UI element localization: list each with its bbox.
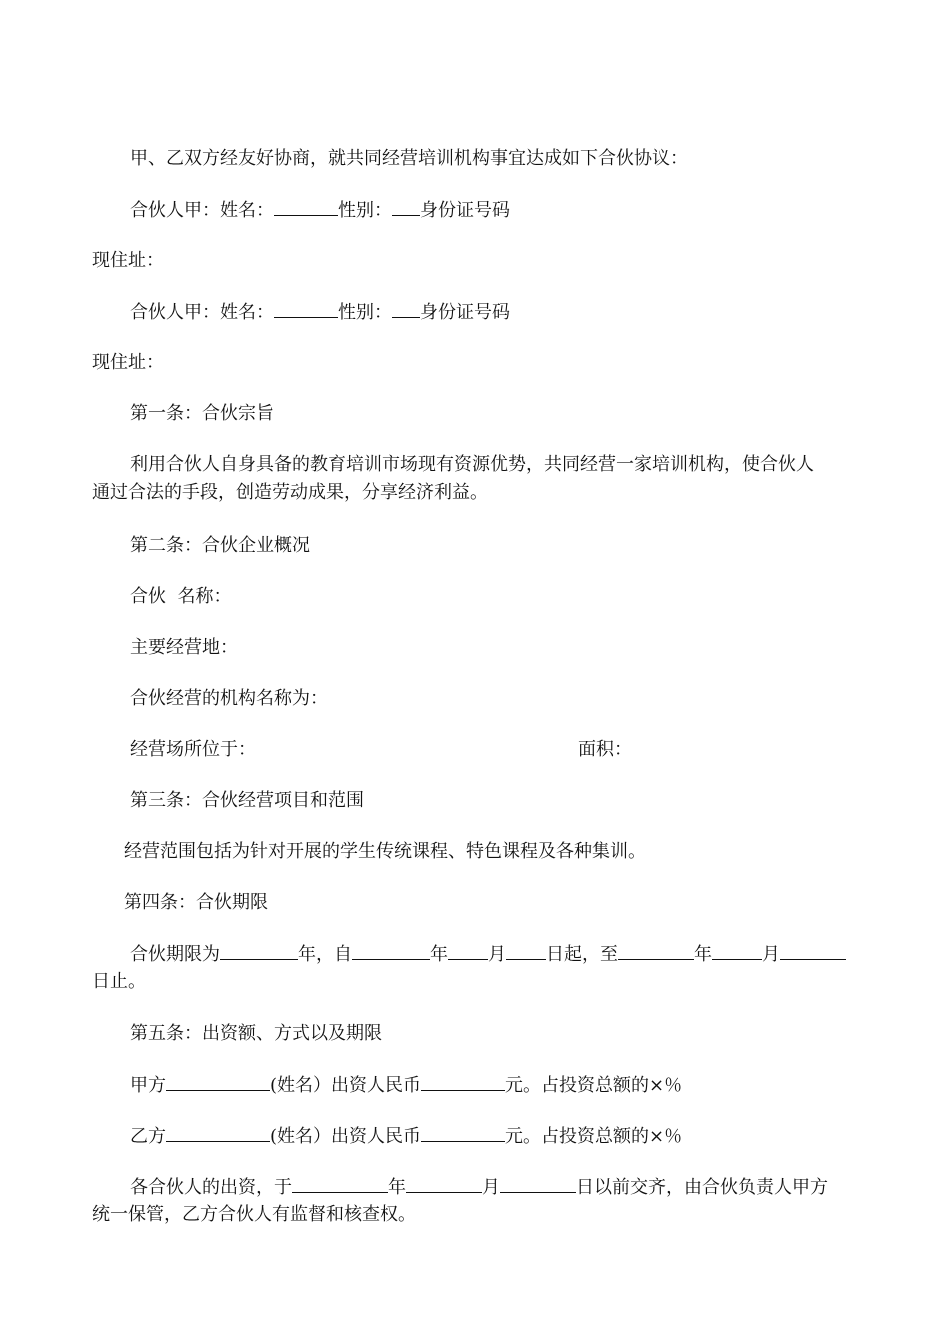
- party-b-ratio: 元。占投资总额的×％: [505, 1126, 683, 1147]
- term-years-blank: [220, 943, 298, 960]
- term-text-3: 年: [430, 944, 448, 965]
- deadline-year-blank: [292, 1176, 388, 1193]
- term-text-5: 日起，至: [546, 944, 618, 965]
- term-text-2: 年，自: [298, 944, 352, 965]
- party-a-name-blank: [166, 1074, 270, 1091]
- deadline-text-3: 月: [482, 1177, 500, 1198]
- end-day-blank: [780, 943, 846, 960]
- capital-deadline-line2: 统一保管，乙方合伙人有监督和核查权。: [92, 1204, 416, 1225]
- partner-b-line: [130, 301, 510, 324]
- party-a-amount-label: (姓名）出资人民币: [270, 1075, 422, 1096]
- article-3-body: 经营范围包括为针对开展的学生传统课程、特色课程及各种集训。: [124, 841, 646, 862]
- deadline-day-blank: [500, 1176, 576, 1193]
- partnership-name: 合伙 名称：: [130, 586, 232, 607]
- start-month-blank: [448, 943, 488, 960]
- partner-b-name-label: 合伙人甲：姓名：: [130, 302, 274, 323]
- partner-a-address: 现住址：: [92, 250, 164, 271]
- term-text-1: 合伙期限为: [130, 944, 220, 965]
- article-2-title: 第二条：合伙企业概况: [130, 535, 310, 556]
- article-1-body-line2: 通过合法的手段，创造劳动成果，分享经济利益。: [92, 482, 488, 503]
- party-a-amount-blank: [421, 1074, 505, 1091]
- article-1-body-line1: 利用合伙人自身具备的教育培训市场现有资源优势，共同经营一家培训机构，使合伙人: [130, 454, 814, 475]
- end-year-blank: [618, 943, 694, 960]
- partner-b-address: 现住址：: [92, 352, 164, 373]
- term-text-7: 月: [762, 944, 780, 965]
- term-text-6: 年: [694, 944, 712, 965]
- article-4-title: 第四条：合伙期限: [124, 892, 268, 913]
- start-day-blank: [506, 943, 546, 960]
- partner-a-gender-label: 性别：: [338, 200, 392, 221]
- partner-a-gender-blank: [392, 199, 420, 216]
- article-5-title: 第五条：出资额、方式以及期限: [130, 1023, 382, 1044]
- party-b-amount-label: (姓名）出资人民币: [270, 1126, 422, 1147]
- business-location: 经营场所位于：: [130, 739, 256, 760]
- party-b-amount-blank: [421, 1125, 505, 1142]
- term-text-4: 月: [488, 944, 506, 965]
- party-a-label: 甲方: [130, 1075, 166, 1096]
- partner-b-id-label: 身份证号码: [420, 302, 510, 323]
- partner-b-name-blank: [274, 301, 338, 318]
- end-month-blank: [712, 943, 762, 960]
- deadline-text-1: 各合伙人的出资，于: [130, 1177, 292, 1198]
- main-place: 主要经营地：: [130, 637, 238, 658]
- partner-b-gender-blank: [392, 301, 420, 318]
- deadline-text-2: 年: [388, 1177, 406, 1198]
- partner-a-line: [130, 199, 510, 222]
- party-a-ratio: 元。占投资总额的×％: [505, 1075, 683, 1096]
- term-line-2: 日止。: [92, 971, 146, 992]
- partner-b-gender-label: 性别：: [338, 302, 392, 323]
- article-3-title: 第三条：合伙经营项目和范围: [130, 790, 364, 811]
- partner-a-name-label: 合伙人甲：姓名：: [130, 200, 274, 221]
- deadline-text-4: 日以前交齐，由合伙负责人甲方: [576, 1177, 828, 1198]
- business-area: 面积：: [578, 739, 632, 760]
- party-a-capital: [130, 1074, 682, 1097]
- party-b-name-blank: [166, 1125, 270, 1142]
- partner-a-id-label: 身份证号码: [420, 200, 510, 221]
- deadline-month-blank: [406, 1176, 482, 1193]
- term-line: [130, 943, 846, 966]
- org-name: 合伙经营的机构名称为：: [130, 688, 328, 709]
- party-b-label: 乙方: [130, 1126, 166, 1147]
- start-year-blank: [352, 943, 430, 960]
- partner-a-name-blank: [274, 199, 338, 216]
- intro-paragraph: 甲、乙双方经友好协商，就共同经营培训机构事宜达成如下合伙协议：: [130, 148, 688, 169]
- party-b-capital: [130, 1125, 682, 1148]
- article-1-title: 第一条：合伙宗旨: [130, 403, 274, 424]
- capital-deadline: [130, 1176, 828, 1199]
